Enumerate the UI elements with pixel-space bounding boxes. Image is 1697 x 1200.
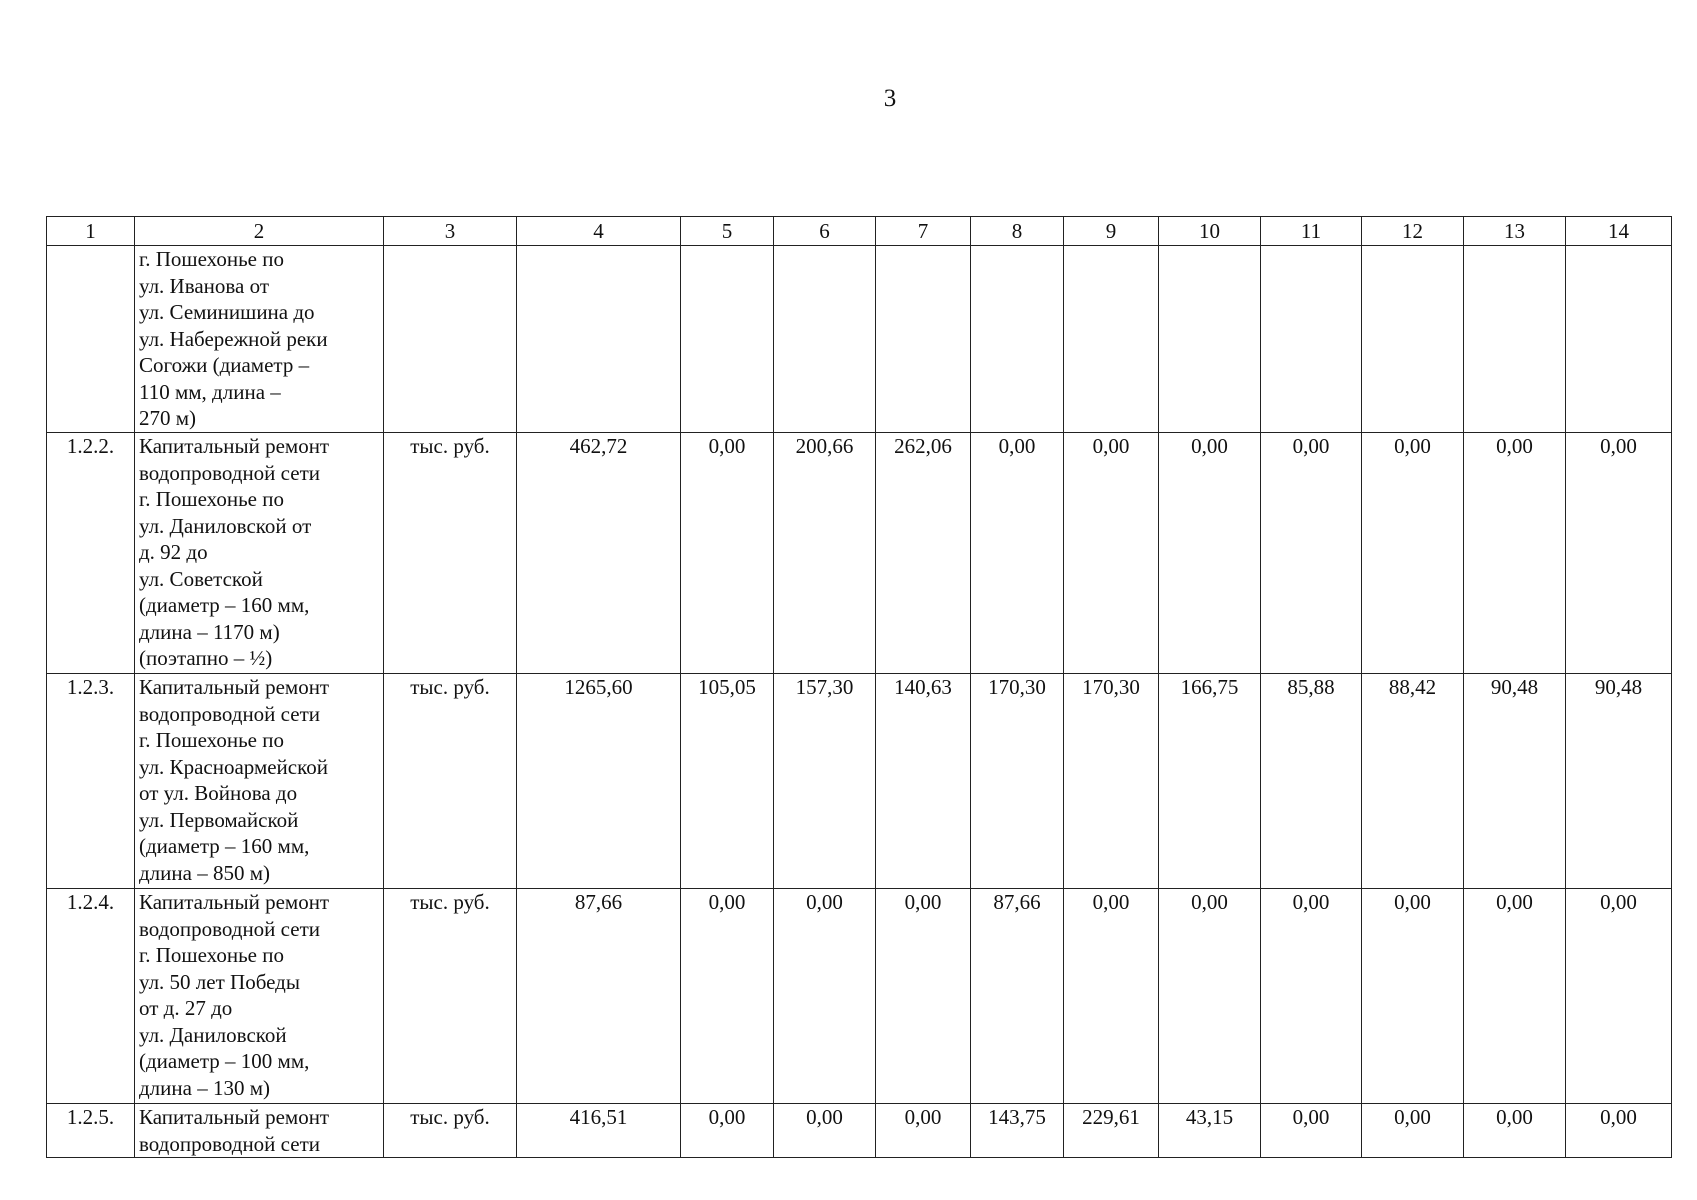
description-line: д. 92 до <box>139 540 208 564</box>
row-unit: тыс. руб. <box>384 889 517 1104</box>
value-cell: 90,48 <box>1464 674 1566 889</box>
value-cell: 0,00 <box>876 1104 971 1158</box>
description-line: Капитальный ремонт <box>139 675 330 699</box>
value-cell: 0,00 <box>1464 889 1566 1104</box>
value-cell: 170,30 <box>1064 674 1159 889</box>
value-cell <box>774 246 876 433</box>
column-header: 4 <box>517 217 681 246</box>
table-row <box>47 433 1672 674</box>
value-cell: 200,66 <box>774 433 876 674</box>
value-cell: 0,00 <box>681 889 774 1104</box>
description-line: (поэтапно – ½) <box>139 646 273 670</box>
value-cell: 0,00 <box>1064 889 1159 1104</box>
description-line: длина – 850 м) <box>139 860 270 885</box>
value-cell: 0,00 <box>1362 433 1464 674</box>
description-line: ул. Советской <box>139 566 263 591</box>
value-cell <box>1566 246 1672 433</box>
column-header: 14 <box>1566 217 1672 246</box>
description-line: водопроводной сети <box>139 1131 320 1156</box>
page-number: 3 <box>883 85 897 112</box>
value-cell: 416,51 <box>517 1104 681 1158</box>
value-cell: 0,00 <box>1464 1104 1566 1158</box>
value-cell: 0,00 <box>774 1104 876 1158</box>
table-row <box>47 1104 1672 1158</box>
value-cell: 0,00 <box>1159 433 1261 674</box>
value-cell <box>681 246 774 433</box>
description-line: ул. Иванова от <box>139 273 270 298</box>
value-cell: 0,00 <box>774 889 876 1104</box>
row-description <box>135 889 384 1104</box>
value-cell: 0,00 <box>1159 889 1261 1104</box>
description-line: Капитальный ремонт <box>139 434 330 458</box>
column-header: 6 <box>774 217 876 246</box>
value-cell <box>1261 246 1362 433</box>
description-line: водопроводной сети <box>139 460 320 485</box>
row-unit: тыс. руб. <box>384 433 517 674</box>
description-line: Согожи (диаметр – <box>139 353 310 377</box>
description-line: (диаметр – 160 мм, <box>139 593 310 617</box>
description-line: (диаметр – 160 мм, <box>139 834 310 858</box>
description-line: г. Пошехонье по <box>139 487 284 511</box>
value-cell: 88,42 <box>1362 674 1464 889</box>
column-header: 5 <box>681 217 774 246</box>
value-cell: 0,00 <box>681 1104 774 1158</box>
value-cell: 87,66 <box>971 889 1064 1104</box>
row-description <box>135 246 384 433</box>
row-number: 1.2.3. <box>47 674 135 889</box>
value-cell: 43,15 <box>1159 1104 1261 1158</box>
column-header: 2 <box>135 217 384 246</box>
value-cell <box>876 246 971 433</box>
value-cell <box>517 246 681 433</box>
description-line: г. Пошехонье по <box>139 943 284 967</box>
column-header: 1 <box>47 217 135 246</box>
description-line: длина – 1170 м) <box>139 619 280 644</box>
value-cell: 0,00 <box>1566 1104 1672 1158</box>
description-line: г. Пошехонье по <box>139 728 284 752</box>
value-cell <box>1159 246 1261 433</box>
value-cell: 0,00 <box>971 433 1064 674</box>
description-line: Капитальный ремонт <box>139 1105 330 1129</box>
column-header: 8 <box>971 217 1064 246</box>
value-cell: 87,66 <box>517 889 681 1104</box>
column-header: 12 <box>1362 217 1464 246</box>
table-row <box>47 246 1672 433</box>
description-line: ул. Набережной реки <box>139 326 328 351</box>
value-cell <box>1464 246 1566 433</box>
value-cell: 262,06 <box>876 433 971 674</box>
column-header: 7 <box>876 217 971 246</box>
row-number: 1.2.5. <box>47 1104 135 1158</box>
description-line: Капитальный ремонт <box>139 890 330 914</box>
description-line: длина – 130 м) <box>139 1075 270 1100</box>
row-unit: тыс. руб. <box>384 1104 517 1158</box>
description-line: ул. Первомайской <box>139 807 299 832</box>
value-cell: 105,05 <box>681 674 774 889</box>
row-unit: тыс. руб. <box>384 674 517 889</box>
description-line: от ул. Войнова до <box>139 781 298 805</box>
description-line: ул. Семинишина до <box>139 300 315 324</box>
row-unit <box>384 246 517 433</box>
description-line: водопроводной сети <box>139 701 320 726</box>
value-cell: 166,75 <box>1159 674 1261 889</box>
value-cell <box>1362 246 1464 433</box>
column-header: 11 <box>1261 217 1362 246</box>
value-cell: 140,63 <box>876 674 971 889</box>
description-line: 270 м) <box>139 406 197 430</box>
value-cell: 0,00 <box>1362 1104 1464 1158</box>
value-cell: 1265,60 <box>517 674 681 889</box>
value-cell: 0,00 <box>1566 433 1672 674</box>
value-cell: 0,00 <box>681 433 774 674</box>
description-line: 110 мм, длина – <box>139 379 281 404</box>
description-line: ул. Красноармейской <box>139 754 328 779</box>
value-cell: 90,48 <box>1566 674 1672 889</box>
column-header: 10 <box>1159 217 1261 246</box>
value-cell <box>1064 246 1159 433</box>
program-table <box>46 216 1672 1158</box>
column-header: 3 <box>384 217 517 246</box>
description-line: (диаметр – 100 мм, <box>139 1049 310 1073</box>
value-cell <box>971 246 1064 433</box>
value-cell: 170,30 <box>971 674 1064 889</box>
value-cell: 0,00 <box>1261 433 1362 674</box>
row-number: 1.2.4. <box>47 889 135 1104</box>
value-cell: 0,00 <box>1261 889 1362 1104</box>
description-line: водопроводной сети <box>139 916 320 941</box>
row-description <box>135 674 384 889</box>
value-cell: 0,00 <box>1261 1104 1362 1158</box>
description-line: ул. 50 лет Победы <box>139 969 300 994</box>
table-row <box>47 889 1672 1104</box>
table-row <box>47 674 1672 889</box>
column-header: 13 <box>1464 217 1566 246</box>
row-number: 1.2.2. <box>47 433 135 674</box>
description-line: от д. 27 до <box>139 996 233 1020</box>
value-cell: 0,00 <box>1566 889 1672 1104</box>
value-cell: 143,75 <box>971 1104 1064 1158</box>
value-cell: 462,72 <box>517 433 681 674</box>
row-number <box>47 246 135 433</box>
row-description <box>135 433 384 674</box>
value-cell: 157,30 <box>774 674 876 889</box>
value-cell: 0,00 <box>876 889 971 1104</box>
value-cell: 0,00 <box>1362 889 1464 1104</box>
description-line: ул. Даниловской от <box>139 513 312 538</box>
value-cell: 0,00 <box>1064 433 1159 674</box>
value-cell: 0,00 <box>1464 433 1566 674</box>
description-line: г. Пошехонье по <box>139 247 284 271</box>
value-cell: 85,88 <box>1261 674 1362 889</box>
description-line: ул. Даниловской <box>139 1022 287 1047</box>
row-description <box>135 1104 384 1158</box>
column-number-row <box>47 217 1672 246</box>
column-header: 9 <box>1064 217 1159 246</box>
value-cell: 229,61 <box>1064 1104 1159 1158</box>
